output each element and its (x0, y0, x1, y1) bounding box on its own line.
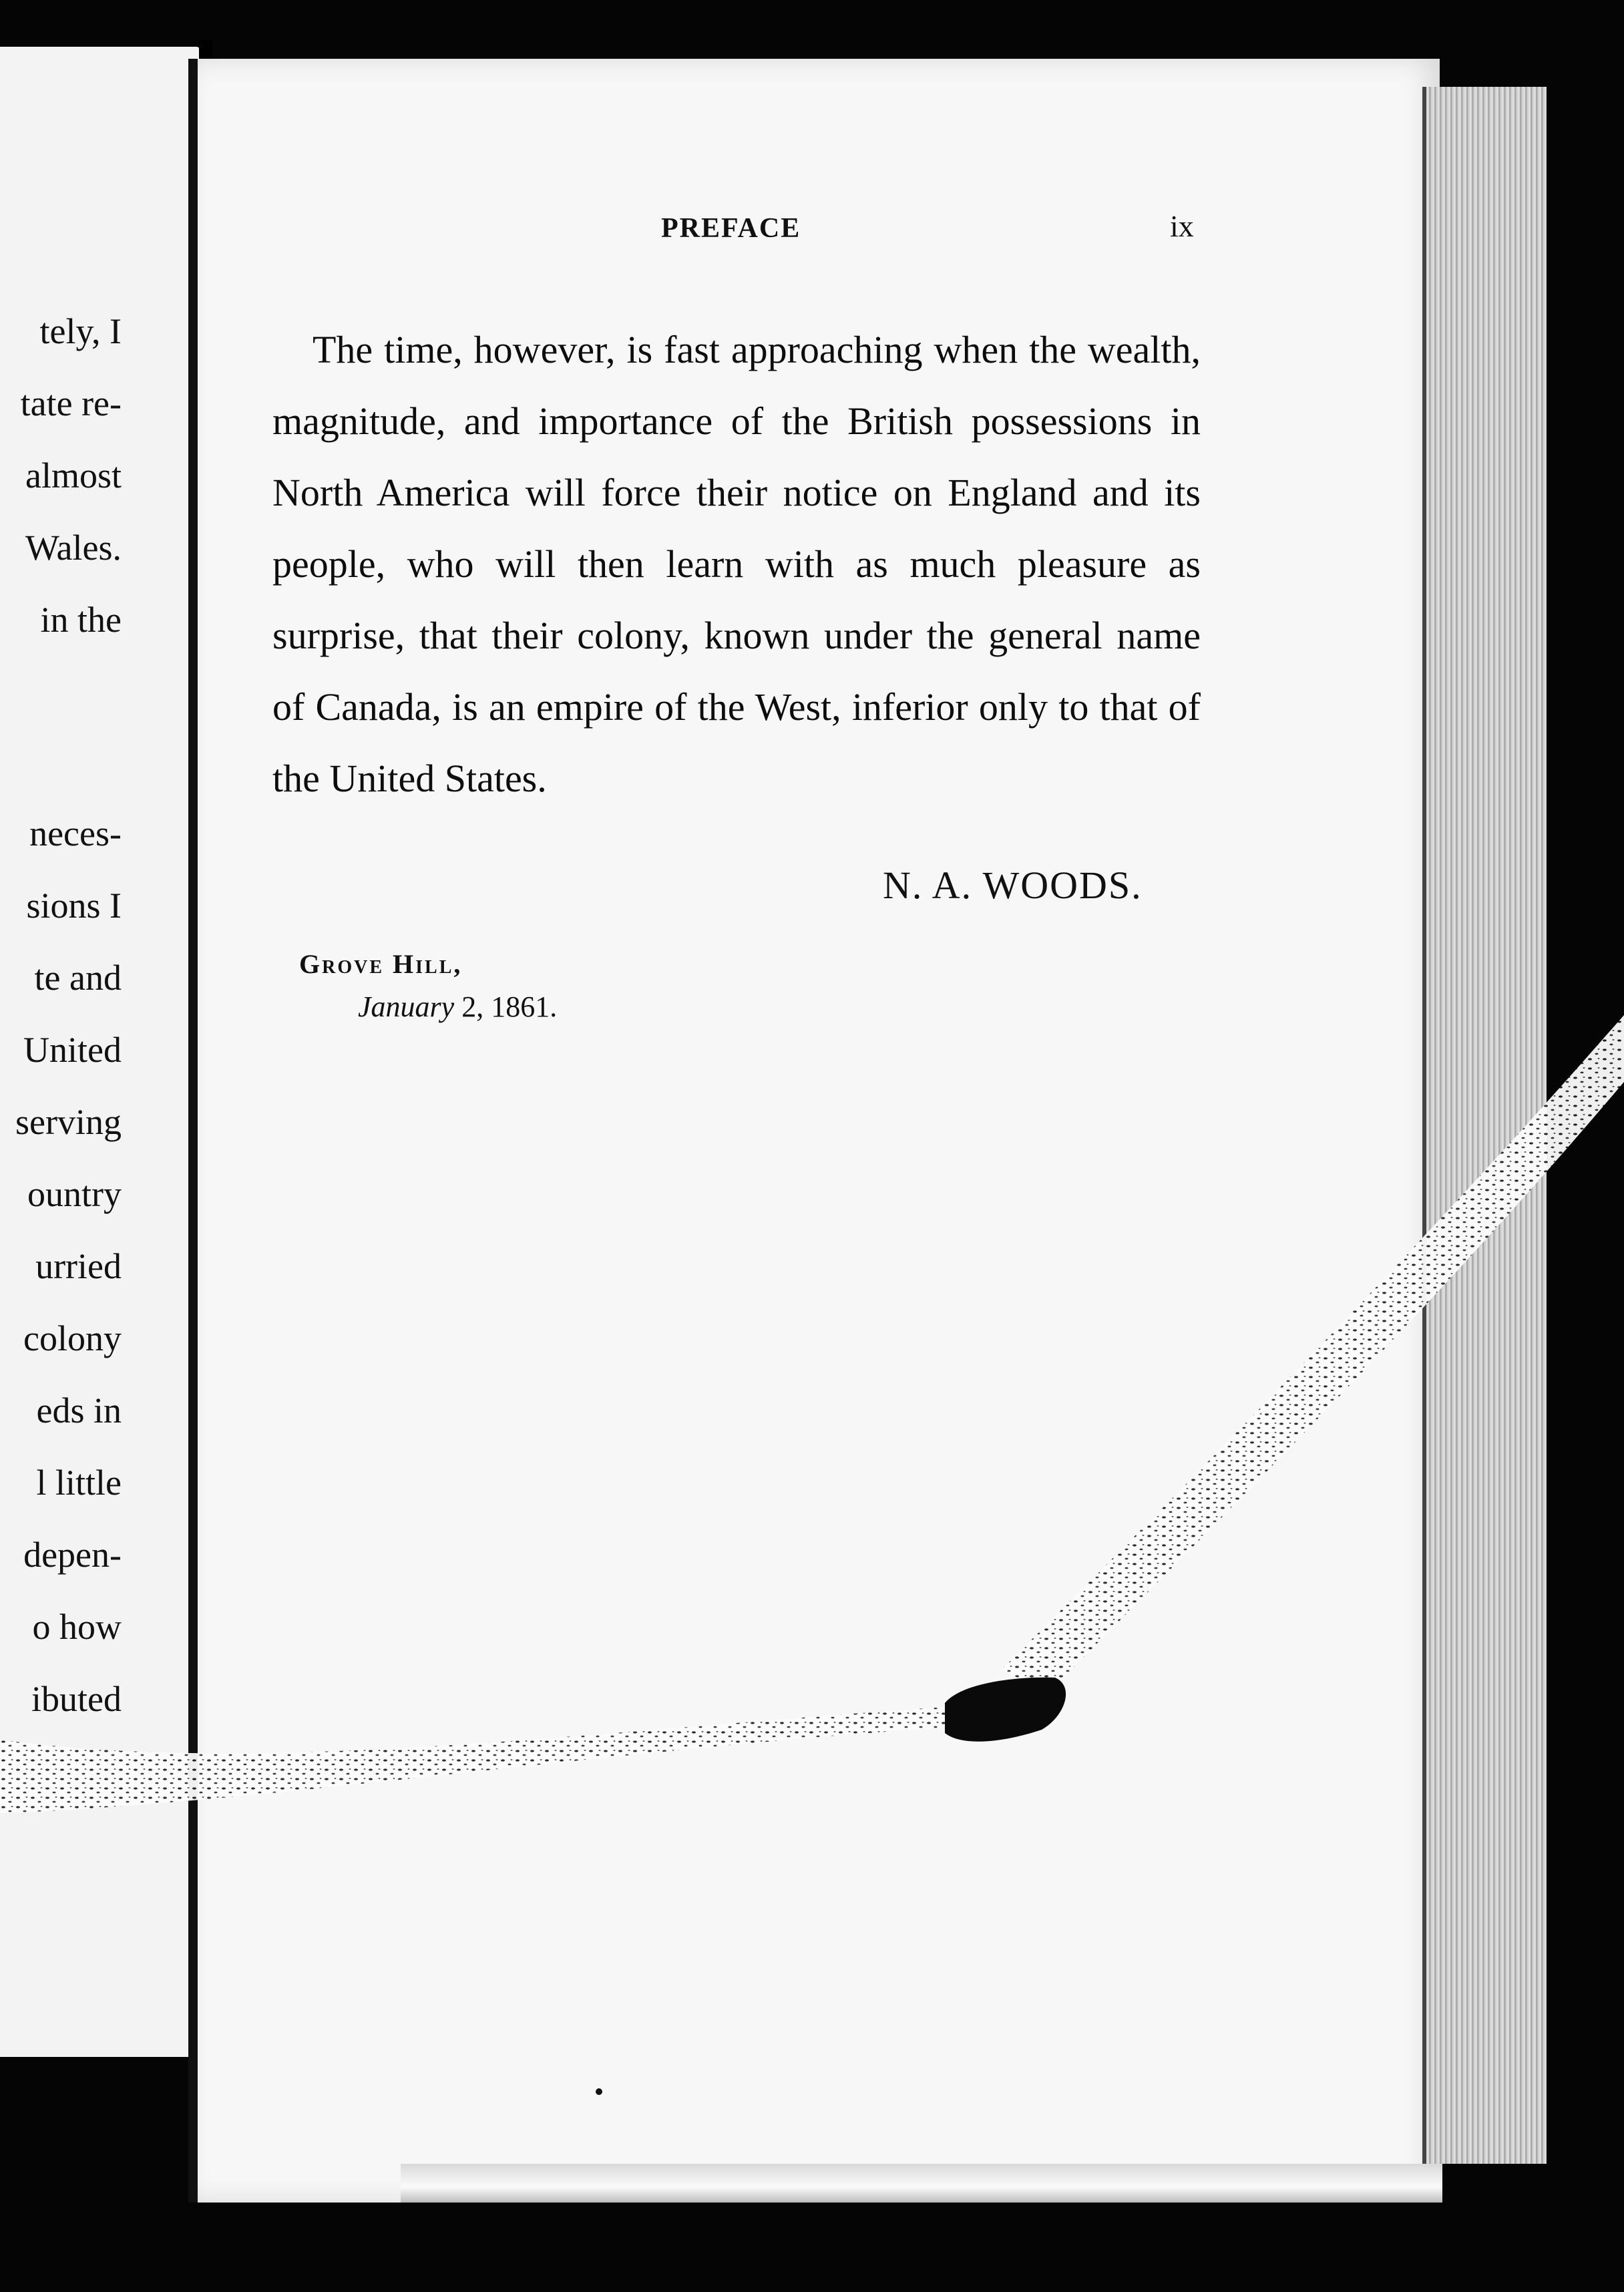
left-line: serving (15, 1102, 122, 1142)
left-line: in the (40, 600, 122, 640)
left-line: urried (35, 1246, 122, 1286)
left-line: sions I (26, 886, 122, 926)
left-line: tely, I (39, 311, 122, 351)
left-line: depen- (23, 1535, 122, 1575)
streak-horizontal (0, 1706, 962, 1813)
page-number: ix (1170, 209, 1194, 243)
place-line: Grove Hill, (299, 949, 463, 979)
date-rest: 2, 1861. (461, 990, 558, 1023)
left-line: eds in (36, 1390, 122, 1430)
running-head: PREFACE (661, 213, 801, 244)
author-signature: N. A. WOODS. (883, 864, 1143, 907)
date-month: January (358, 990, 455, 1023)
dark-blot (945, 1678, 1066, 1742)
left-line: Wales. (25, 528, 122, 568)
left-line: ibuted (31, 1679, 122, 1719)
left-line: o how (32, 1607, 122, 1647)
left-line: ountry (27, 1174, 122, 1214)
left-line: l little (36, 1463, 122, 1503)
left-line: colony (23, 1318, 122, 1358)
left-line: te and (34, 958, 122, 998)
ink-dot (596, 2088, 602, 2095)
paragraph-text: The time, however, is fast approaching when the wealth, magnitude, and importance of the British possessions in North America will force their notice on England and its people, who will then learn with as much pleasure as surprise, that their colony, known under the general name of Canada, is an empire of the West, inferior only to that of the United States. (272, 328, 1201, 800)
streak-diagonal (1002, 1015, 1624, 1693)
left-line: United (23, 1030, 122, 1070)
left-line: almost (25, 455, 122, 496)
left-line: tate re- (20, 383, 122, 423)
left-line: neces- (29, 813, 122, 853)
